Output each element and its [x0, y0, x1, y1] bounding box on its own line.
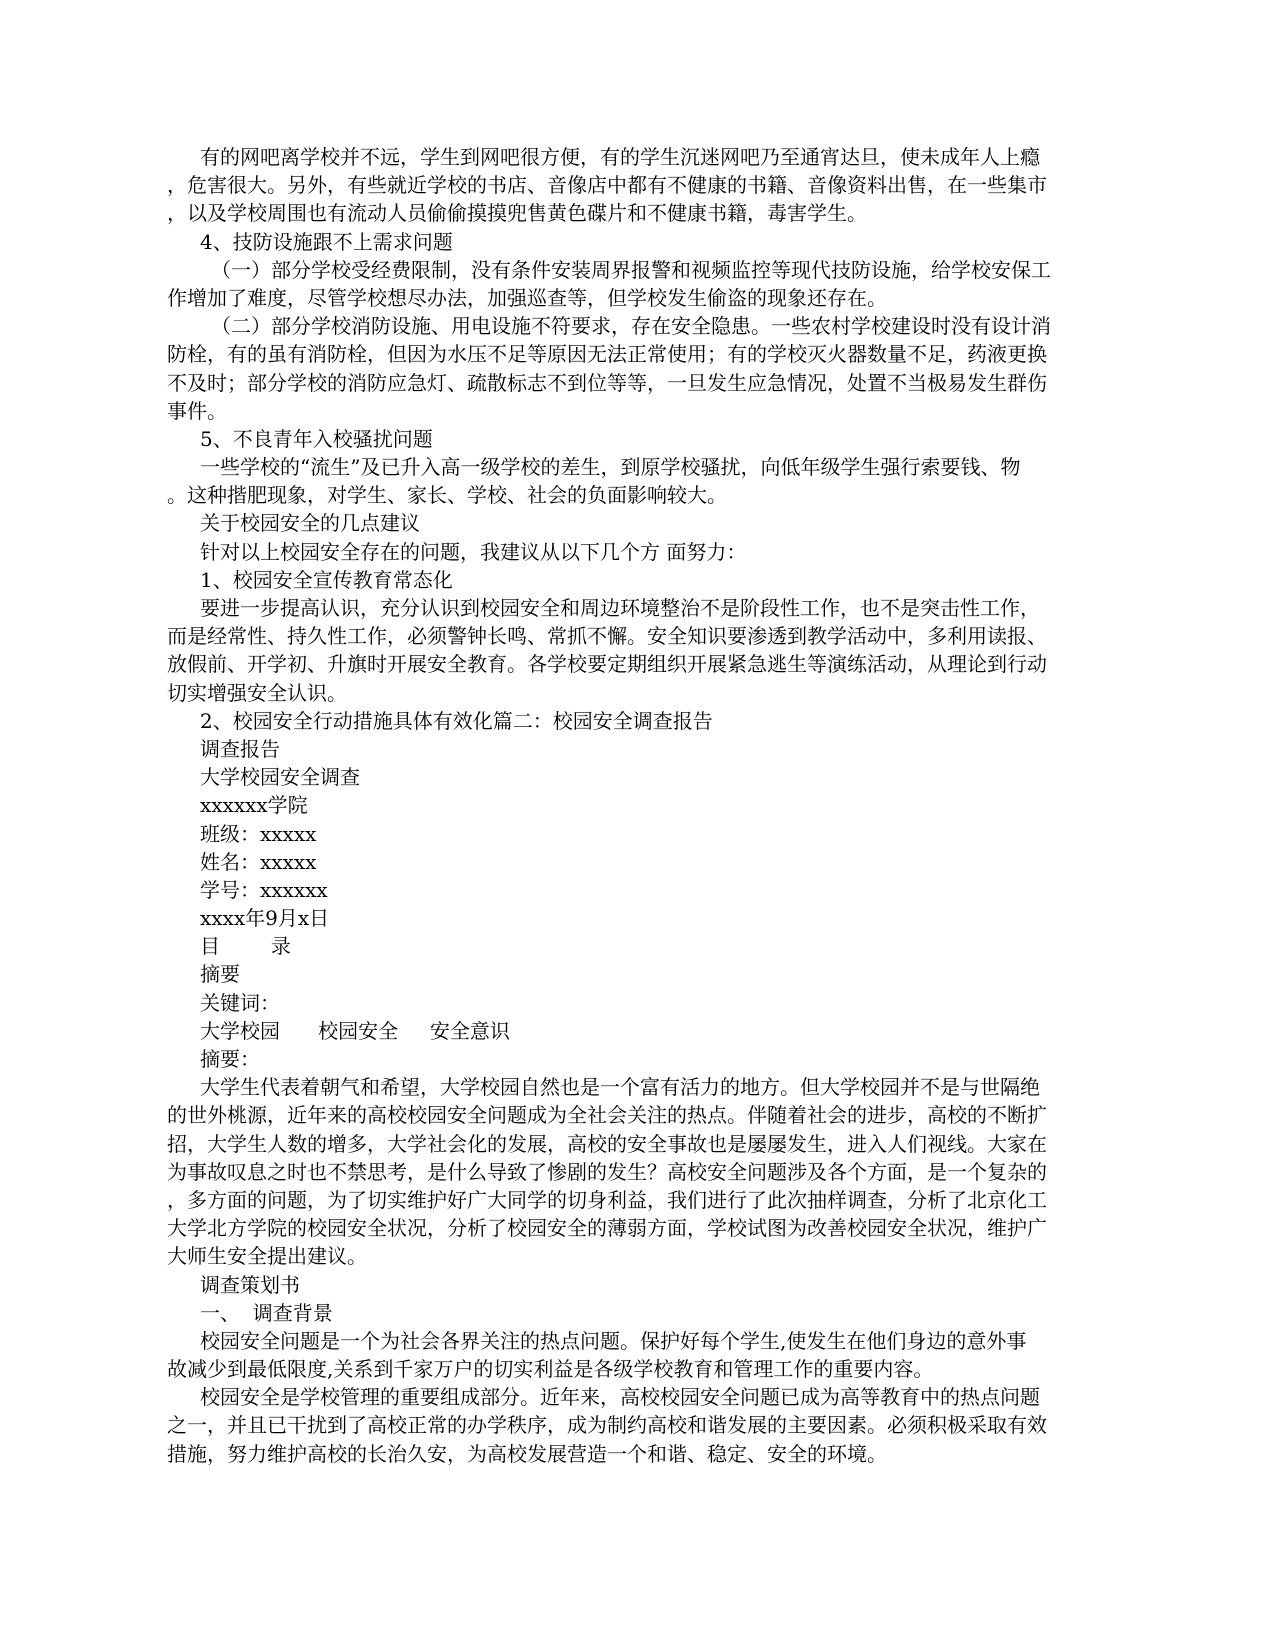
text-line: 一些学校的“流生”及已升入高一级学校的差生，到原学校骚扰，向低年级学生强行索要钱、物 [200, 455, 1021, 480]
text-line: （一）部分学校受经费限制，没有条件安装周界报警和视频监控等现代技防设施，给学校安保工 [211, 257, 1051, 282]
class-field: 班级：xxxxx [200, 821, 317, 846]
student-id-field: 学号：xxxxxx [200, 877, 328, 902]
keywords-heading: 关键词： [200, 990, 280, 1015]
report-subtitle: 大学校园安全调查 [200, 765, 360, 790]
section-heading: 调查策划书 [200, 1272, 300, 1297]
text-line: 为事故叹息之时也不禁思考，是什么导致了惨剧的发生？高校安全问题涉及各个方面，是一个复杂的 [167, 1159, 1047, 1184]
text-line: （二）部分学校消防设施、用电设施不符要求，存在安全隐患。一些农村学校建设时没有设计消 [211, 314, 1051, 339]
text-line: 之一，并且已干扰到了高校正常的办学秩序，成为制约高校和谐发展的主要因素。必须积极采取有效 [167, 1413, 1047, 1438]
text-line: 事件。 [167, 398, 227, 423]
text-line: 针对以上校园安全存在的问题，我建议从以下几个方 面努力： [200, 539, 747, 564]
report-title: 调查报告 [200, 736, 280, 761]
text-line: 要进一步提高认识，充分认识到校园安全和周边环境整治不是阶段性工作，也不是突击性工作， [200, 596, 1040, 620]
college-name: xxxxxx学院 [200, 793, 308, 818]
text-line: 校园安全问题是一个为社会各界关注的热点问题。保护好每个学生,使发生在他们身边的意外事 [200, 1328, 1027, 1353]
text-line: ，危害很大。另外，有些就近学校的书店、音像店中都有不健康的书籍、音像资料出售，在一些集市 [167, 173, 1047, 198]
section-heading: 2、校园安全行动措施具体有效化篇二：校园安全调查报告 [200, 708, 713, 733]
text-line: 措施，努力维护高校的长治久安，为高校发展营造一个和谐、稳定、安全的环境。 [167, 1441, 887, 1466]
section-heading: 5、不良青年入校骚扰问题 [200, 426, 433, 451]
section-heading: 1、校园安全宣传教育常态化 [200, 567, 453, 592]
date-field: xxxx年9月x日 [200, 906, 330, 931]
text-line: 作增加了难度，尽管学校想尽办法，加强巡查等，但学校发生偷盗的现象还存在。 [167, 285, 887, 310]
text-line: 防栓，有的虽有消防栓，但因为水压不足等原因无法正常使用；有的学校灭火器数量不足，药液更换 [167, 342, 1047, 367]
name-field: 姓名：xxxxx [200, 849, 317, 874]
text-line: 有的网吧离学校并不远，学生到网吧很方便，有的学生沉迷网吧乃至通宵达旦，使未成年人上瘾 [200, 145, 1040, 169]
text-line: 大学生代表着朝气和希望，大学校园自然也是一个富有活力的地方。但大学校园并不是与世隔绝 [200, 1075, 1040, 1100]
abstract-heading: 摘要 [200, 962, 240, 987]
text-line: 招，大学生人数的增多，大学社会化的发展，高校的安全事故也是屡屡发生，进入人们视线。大家在 [167, 1131, 1047, 1156]
toc-heading: 目 录 [200, 934, 291, 959]
abstract-label: 摘要： [200, 1047, 260, 1071]
text-line: 切实增强安全认识。 [167, 680, 347, 705]
text-line: 校园安全是学校管理的重要组成部分。近年来，高校校园安全问题已成为高等教育中的热点问题 [200, 1385, 1040, 1410]
text-line: 故减少到最低限度,关系到千家万户的切实利益是各级学校教育和管理工作的重要内容。 [167, 1357, 934, 1382]
section-heading: 一、 调查背景 [200, 1300, 333, 1325]
text-line: 。这种揩肥现象，对学生、家长、学校、社会的负面影响较大。 [167, 483, 727, 508]
section-heading: 关于校园安全的几点建议 [200, 511, 420, 536]
text-line: 而是经常性、持久性工作，必须警钟长鸣、常抓不懈。安全知识要渗透到教学活动中，多利用读报、 [167, 624, 1047, 649]
keywords-list: 大学校园 校园安全 安全意识 [200, 1018, 510, 1043]
text-line: 大学北方学院的校园安全状况，分析了校园安全的薄弱方面，学校试图为改善校园安全状况，维护广 [167, 1216, 1047, 1241]
text-line: 放假前、开学初、升旗时开展安全教育。各学校要定期组织开展紧急逃生等演练活动，从理论到行动 [167, 652, 1047, 677]
section-heading: 4、技防设施跟不上需求问题 [200, 229, 453, 254]
text-line: 的世外桃源，近年来的高校校园安全问题成为全社会关注的热点。伴随着社会的进步，高校的不断扩 [167, 1103, 1047, 1128]
text-line: ，多方面的问题，为了切实维护好广大同学的切身利益，我们进行了此次抽样调查，分析了北京化工 [167, 1187, 1047, 1212]
document-body [167, 143, 1103, 1468]
text-line: 不及时；部分学校的消防应急灯、疏散标志不到位等等，一旦发生应急情况，处置不当极易发生群伤 [167, 370, 1047, 395]
text-line: 大师生安全提出建议。 [167, 1244, 367, 1269]
text-line: ，以及学校周围也有流动人员偷偷摸摸兜售黄色碟片和不健康书籍，毒害学生。 [167, 201, 867, 226]
